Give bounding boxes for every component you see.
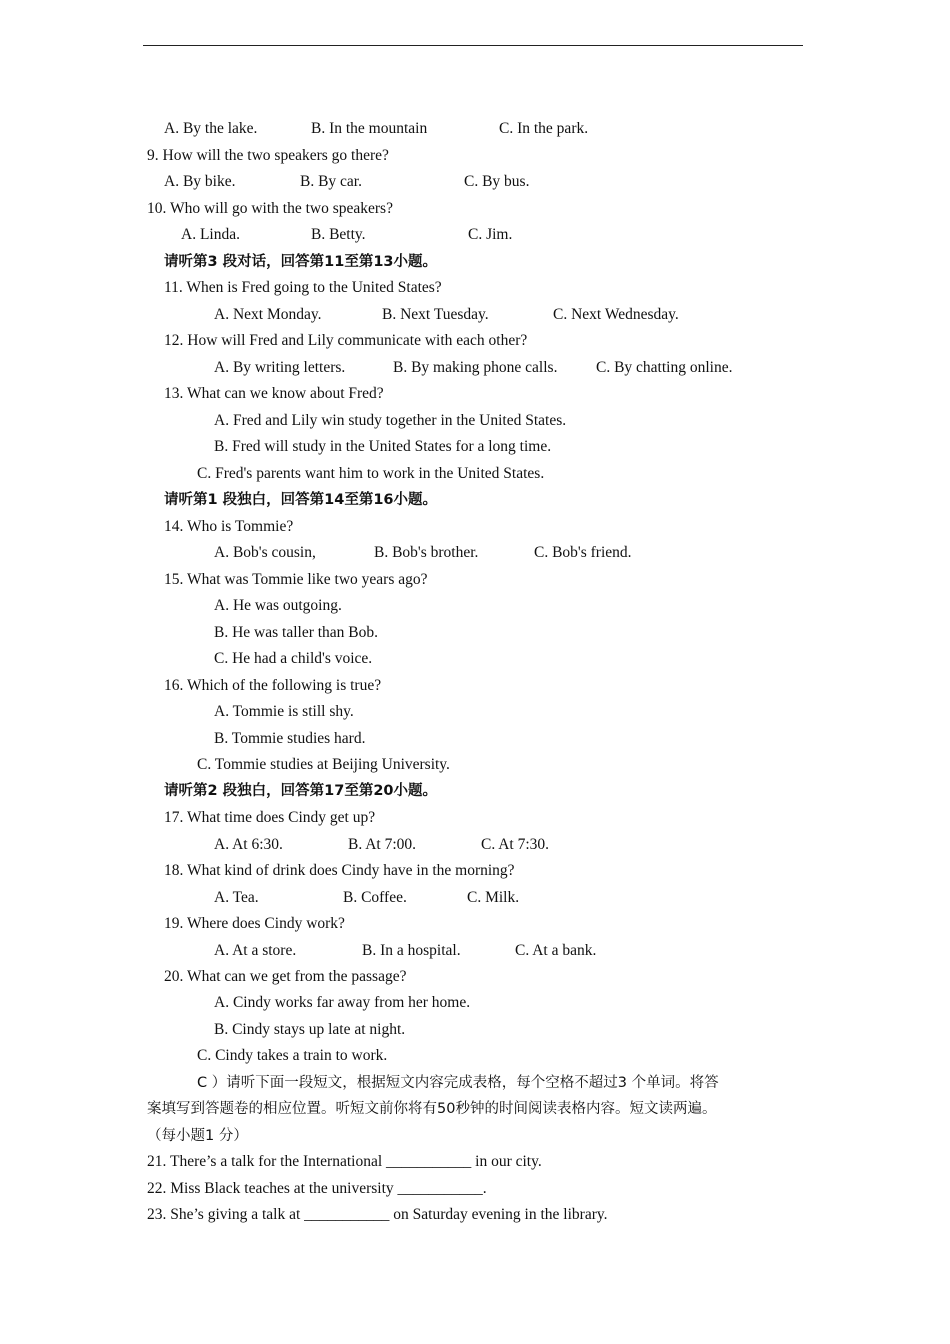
part-c-instructions-line-2: 案填写到答题卷的相应位置。听短文前你将有50秒钟的时间阅读表格内容。短文读两遍。 bbox=[147, 1101, 717, 1117]
q10-question: 10. Who will go with the two speakers? bbox=[147, 200, 393, 217]
q20-option-b: B. Cindy stays up late at night. bbox=[214, 1021, 406, 1038]
q22-fill-in: 22. Miss Black teaches at the university ___________. bbox=[147, 1180, 487, 1197]
part-c-instructions-line-1: C ）请听下面一段短文，根据短文内容完成表格，每个空格不超过3 个单词。将答 bbox=[197, 1075, 719, 1091]
q19-option-b: B. In a hospital. bbox=[362, 942, 461, 959]
q16-option-b: B. Tommie studies hard. bbox=[214, 730, 366, 747]
q15-option-a: A. He was outgoing. bbox=[214, 597, 342, 614]
q23-fill-in: 23. She’s giving a talk at ___________ on Saturday evening in the library. bbox=[147, 1206, 608, 1223]
q9-question: 9. How will the two speakers go there? bbox=[147, 147, 389, 164]
q17-option-a: A. At 6:30. bbox=[214, 836, 283, 853]
q18-option-a: A. Tea. bbox=[214, 889, 259, 906]
section-heading-monologue-2: 请听第2 段独白，回答第17至第20小题。 bbox=[164, 783, 437, 799]
q11-option-c: C. Next Wednesday. bbox=[553, 306, 679, 323]
q14-option-c: C. Bob's friend. bbox=[534, 544, 632, 561]
q18-question: 18. What kind of drink does Cindy have in the morning? bbox=[164, 862, 515, 879]
q11-option-a: A. Next Monday. bbox=[214, 306, 322, 323]
section-heading-dialogue-3: 请听第3 段对话，回答第11至第13小题。 bbox=[164, 254, 437, 270]
q19-option-a: A. At a store. bbox=[214, 942, 297, 959]
q16-question: 16. Which of the following is true? bbox=[164, 677, 382, 694]
q18-option-c: C. Milk. bbox=[467, 889, 520, 906]
q15-question: 15. What was Tommie like two years ago? bbox=[164, 571, 428, 588]
q14-option-b: B. Bob's brother. bbox=[374, 544, 479, 561]
q21-fill-in: 21. There’s a talk for the International ___________ in our city. bbox=[147, 1153, 542, 1170]
section-heading-monologue-1: 请听第1 段独白，回答第14至第16小题。 bbox=[164, 492, 437, 508]
q8-option-a: A. By the lake. bbox=[164, 120, 258, 137]
q20-question: 20. What can we get from the passage? bbox=[164, 968, 407, 985]
q19-option-c: C. At a bank. bbox=[515, 942, 597, 959]
q12-question: 12. How will Fred and Lily communicate with each other? bbox=[164, 332, 528, 349]
q9-option-c: C. By bus. bbox=[464, 173, 530, 190]
q13-option-a: A. Fred and Lily win study together in the United States. bbox=[214, 412, 567, 429]
q9-option-a: A. By bike. bbox=[164, 173, 236, 190]
q12-option-b: B. By making phone calls. bbox=[393, 359, 558, 376]
q17-question: 17. What time does Cindy get up? bbox=[164, 809, 376, 826]
q12-option-a: A. By writing letters. bbox=[214, 359, 346, 376]
q10-option-a: A. Linda. bbox=[181, 226, 240, 243]
q11-question: 11. When is Fred going to the United States? bbox=[164, 279, 442, 296]
q17-option-b: B. At 7:00. bbox=[348, 836, 417, 853]
q12-option-c: C. By chatting online. bbox=[596, 359, 733, 376]
q9-option-b: B. By car. bbox=[300, 173, 362, 190]
header-rule bbox=[143, 45, 803, 46]
q20-option-c: C. Cindy takes a train to work. bbox=[197, 1047, 388, 1064]
q10-option-b: B. Betty. bbox=[311, 226, 366, 243]
q13-option-c: C. Fred's parents want him to work in the United States. bbox=[197, 465, 545, 482]
q17-option-c: C. At 7:30. bbox=[481, 836, 550, 853]
q14-question: 14. Who is Tommie? bbox=[164, 518, 294, 535]
q13-option-b: B. Fred will study in the United States for a long time. bbox=[214, 438, 552, 455]
q18-option-b: B. Coffee. bbox=[343, 889, 407, 906]
q19-question: 19. Where does Cindy work? bbox=[164, 915, 345, 932]
q8-option-b: B. In the mountain bbox=[311, 120, 428, 137]
q16-option-a: A. Tommie is still shy. bbox=[214, 703, 354, 720]
q15-option-b: B. He was taller than Bob. bbox=[214, 624, 379, 641]
q16-option-c: C. Tommie studies at Beijing University. bbox=[197, 756, 450, 773]
q13-question: 13. What can we know about Fred? bbox=[164, 385, 384, 402]
q10-option-c: C. Jim. bbox=[468, 226, 513, 243]
part-c-instructions-line-3: （每小题1 分） bbox=[147, 1128, 248, 1144]
q11-option-b: B. Next Tuesday. bbox=[382, 306, 489, 323]
q20-option-a: A. Cindy works far away from her home. bbox=[214, 994, 471, 1011]
q8-option-c: C. In the park. bbox=[499, 120, 589, 137]
q15-option-c: C. He had a child's voice. bbox=[214, 650, 373, 667]
q14-option-a: A. Bob's cousin, bbox=[214, 544, 316, 561]
